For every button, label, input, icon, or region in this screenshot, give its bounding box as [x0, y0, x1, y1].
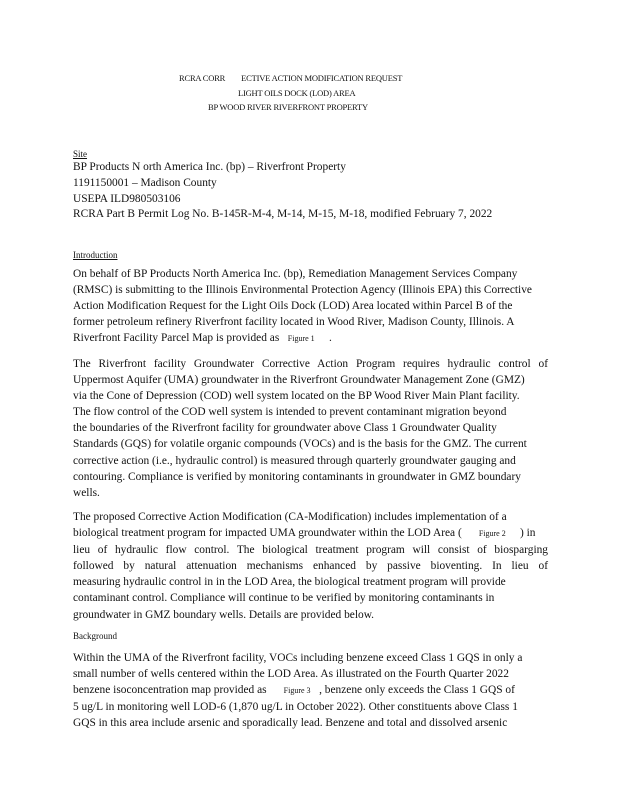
bg-p1-line-1: Within the UMA of the Riverfront facility, VOCs including benzene exceed Class 1 GQS in only a [73, 652, 523, 664]
intro-p2-line-9: wells. [73, 486, 100, 499]
site-label: Site [73, 149, 88, 159]
doc-header-line3: BP WOOD RIVER RIVERFRONT PROPERTY [208, 102, 368, 112]
intro-p1-line-5-end: . [328, 332, 332, 345]
intro-p1-line-5 [73, 330, 548, 347]
background-label: Background [73, 631, 117, 641]
intro-p2-line-7: corrective action (i.e., hydraulic control) is measured through quarterly groundwater gauging and [73, 454, 516, 467]
figure-1-ref: Figure 1 [287, 334, 315, 344]
intro-p3-line-4: followed by natural attenuation mechanisms enhanced by passive bioventing. In lieu of [73, 560, 548, 573]
intro-p2-line-8: contouring. Compliance is verified by monitoring contaminants in groundwater in GMZ boundary [73, 470, 521, 483]
intro-p1-line-4: former petroleum refinery Riverfront facility located in Wood River, Madison County, Illinois. A [73, 316, 515, 329]
intro-p3-line-1: The proposed Corrective Action Modification (CA-Modification) includes implementation of a [73, 511, 507, 523]
intro-p3-line-3: lieu of hydraulic flow control. The biological treatment program will consist of biosparging [73, 544, 548, 557]
introduction-label: Introduction [73, 250, 118, 260]
intro-paragraph-2 [73, 356, 548, 501]
intro-p1-line-1: On behalf of BP Products North America Inc. (bp), Remediation Management Services Company [73, 268, 518, 280]
intro-p3-line-2-text: biological treatment program for impacted UMA groundwater within the LOD Area ( [73, 527, 462, 540]
intro-paragraph-1 [73, 266, 548, 347]
intro-p3-line-5: measuring hydraulic control in in the LOD Area, the biological treatment program will provide [73, 576, 506, 589]
intro-paragraph-3 [73, 509, 548, 623]
intro-p3-line-6: contaminant control. Compliance will continue to be verified by monitoring contaminants in [73, 592, 495, 605]
site-line-3: USEPA ILD980503106 [73, 193, 181, 205]
intro-p3-line-2-end: ) in [519, 527, 536, 540]
bg-p1-line-3-text: benzene isoconcentration map provided as [73, 684, 267, 697]
intro-p2-line-4: The flow control of the COD well system is intended to prevent contaminant migration beyond [73, 406, 507, 419]
intro-p3-line-7: groundwater in GMZ boundary wells. Details are provided below. [73, 608, 375, 621]
figure-2-ref: Figure 2 [478, 529, 506, 539]
intro-p2-line-6: Standards (GQS) for volatile organic compounds (VOCs) and is the basis for the GMZ. The current [73, 438, 527, 451]
intro-p2-line-3: via the Cone of Depression (COD) well system located on the BP Wood River Main Plant facility. [73, 390, 520, 403]
figure-3-ref: Figure 3 [283, 686, 311, 696]
site-line-1: BP Products N orth America Inc. (bp) – Riverfront Property [73, 161, 346, 173]
intro-p1-line-3: Action Modification Request for the Light Oils Dock (LOD) Area located within Parcel B of the [73, 300, 513, 313]
intro-p1-line-5-text: Riverfront Facility Parcel Map is provided as [73, 332, 280, 345]
intro-p1-line-2: (RMSC) is submitting to the Illinois Environmental Protection Agency (Illinois EPA) this Corrective [73, 284, 532, 297]
background-paragraph-1 [73, 650, 548, 731]
site-line-2: 1191150001 – Madison County [73, 177, 217, 189]
doc-header-line1 [179, 73, 402, 83]
bg-p1-line-3 [73, 682, 548, 699]
intro-p2-line-5: the boundaries of the Riverfront facility for groundwater above Class 1 Groundwater Quality [73, 422, 497, 435]
intro-p2-line-1: The Riverfront facility Groundwater Corrective Action Program requires hydraulic control of [73, 358, 548, 370]
site-line-4: RCRA Part B Permit Log No. B-145R-M-4, M-14, M-15, M-18, modified February 7, 2022 [73, 208, 493, 220]
intro-p2-line-2: Uppermost Aquifer (UMA) groundwater in the Riverfront Groundwater Management Zone (GMZ) [73, 374, 525, 387]
doc-header-line1b: ECTIVE ACTION MODIFICATION REQUEST [241, 73, 403, 83]
doc-header-line2: LIGHT OILS DOCK (LOD) AREA [238, 88, 356, 98]
bg-p1-line-3-end: , benzene only exceeds the Class 1 GQS of [319, 684, 515, 697]
intro-p3-line-2 [73, 525, 548, 542]
bg-p1-line-4: 5 ug/L in monitoring well LOD-6 (1,870 ug/L in October 2022). Other constituents above Class 1 [73, 701, 518, 714]
bg-p1-line-5: GQS in this area include arsenic and sporadically lead. Benzene and total and dissolved arsenic [73, 717, 508, 730]
bg-p1-line-2: small number of wells centered within the LOD Area. As illustrated on the Fourth Quarter 2022 [73, 668, 509, 681]
doc-header-line1a: RCRA CORR [179, 73, 226, 83]
